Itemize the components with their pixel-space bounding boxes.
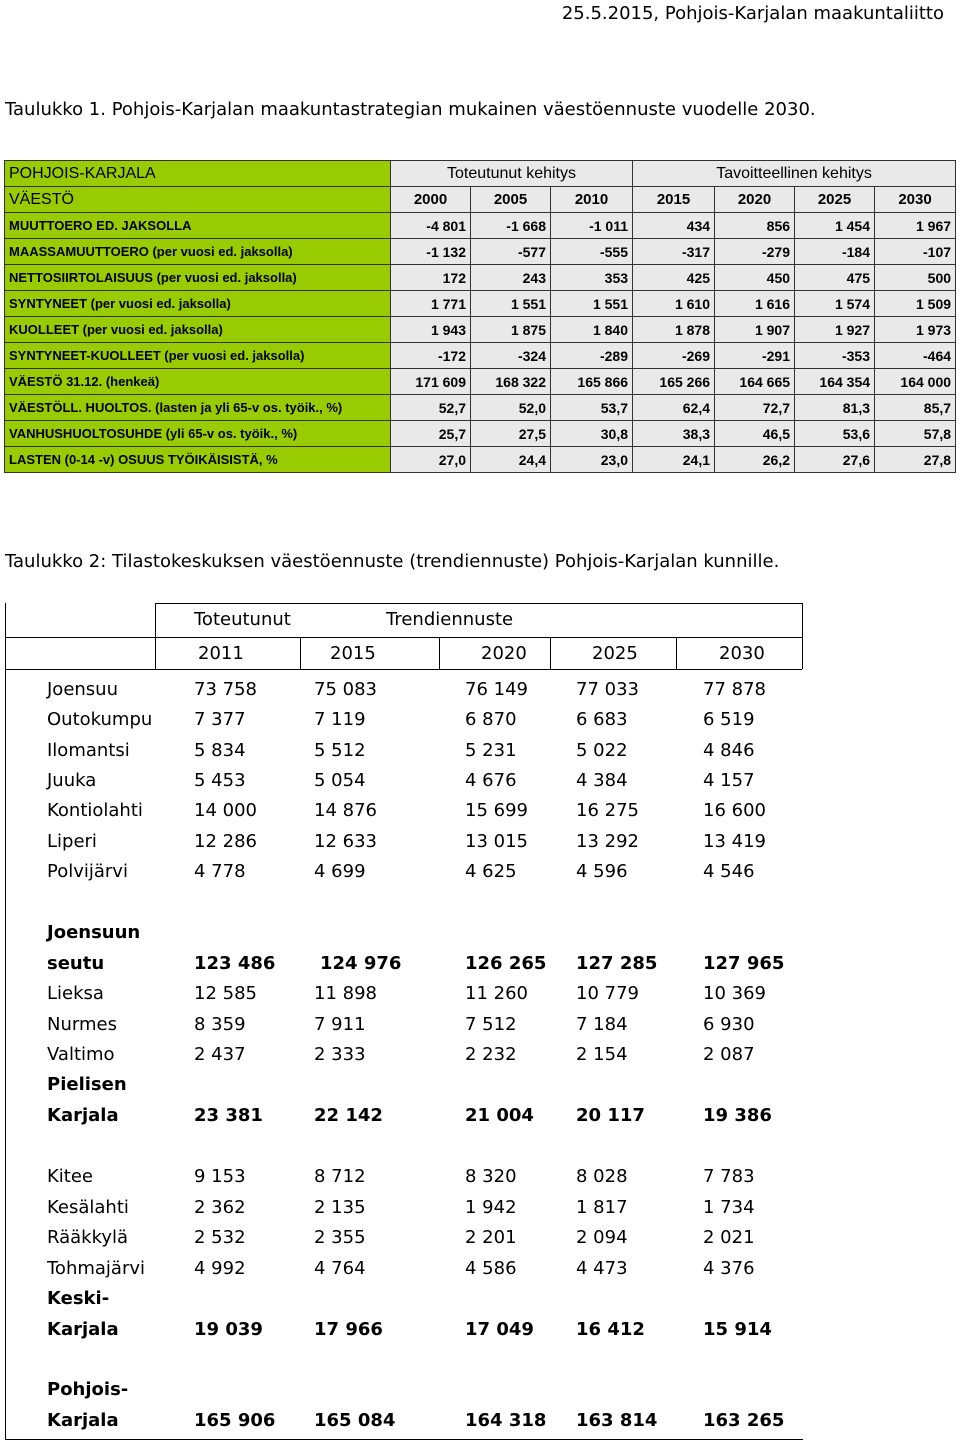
municipality-name: Joensuu — [47, 679, 118, 700]
value-cell: 15 914 — [703, 1319, 772, 1340]
value-cell: 57,8 — [875, 421, 956, 447]
row-label: MAASSAMUUTTOERO (per vuosi ed. jaksolla) — [5, 239, 391, 265]
municipality-name: Pohjois- — [47, 1379, 129, 1400]
value-cell: 450 — [715, 265, 795, 291]
value-cell: 172 — [391, 265, 471, 291]
value-cell: 7 184 — [576, 1014, 628, 1035]
value-cell: 13 419 — [703, 831, 766, 852]
value-cell: 5 231 — [465, 740, 517, 761]
value-cell: 2 021 — [703, 1227, 755, 1248]
value-cell: 76 149 — [465, 679, 528, 700]
value-cell: 4 764 — [314, 1258, 366, 1279]
value-cell: 1 875 — [471, 317, 551, 343]
municipality-name: Kitee — [47, 1166, 94, 1187]
municipality-name: Nurmes — [47, 1014, 117, 1035]
municipality-name: Juuka — [47, 770, 97, 791]
value-cell: 10 369 — [703, 983, 766, 1004]
value-cell: 5 054 — [314, 770, 366, 791]
value-cell: 4 625 — [465, 861, 517, 882]
row-label: VÄESTÖLL. HUOLTOS. (lasten ja yli 65-v os. työik., %) — [5, 395, 391, 421]
municipality-name: Joensuun — [47, 922, 141, 943]
row-label: SYNTYNEET (per vuosi ed. jaksolla) — [5, 291, 391, 317]
municipality-name: Polvijärvi — [47, 861, 128, 882]
value-cell: 46,5 — [715, 421, 795, 447]
value-cell: 1 907 — [715, 317, 795, 343]
value-cell: 1 454 — [795, 213, 875, 239]
municipality-name: Rääkkylä — [47, 1227, 129, 1248]
value-cell: 11 898 — [314, 983, 377, 1004]
value-cell: -555 — [551, 239, 633, 265]
value-cell: 4 992 — [194, 1258, 246, 1279]
year-header: 2025 — [592, 643, 638, 664]
value-cell: 1 551 — [471, 291, 551, 317]
value-cell: 2 362 — [194, 1197, 246, 1218]
municipality-name: Karjala — [47, 1105, 119, 1126]
value-cell: 27,0 — [391, 447, 471, 473]
value-cell: 6 870 — [465, 709, 517, 730]
municipality-name: Lieksa — [47, 983, 104, 1004]
municipality-name: Tohmajärvi — [47, 1258, 146, 1279]
value-cell: 52,7 — [391, 395, 471, 421]
row-label: MUUTTOERO ED. JAKSOLLA — [5, 213, 391, 239]
group-actual-header: Toteutunut kehitys — [391, 161, 633, 187]
municipality-name: Karjala — [47, 1410, 119, 1431]
value-cell: 1 967 — [875, 213, 956, 239]
value-cell: 2 232 — [465, 1044, 517, 1065]
year-header: 2005 — [471, 187, 551, 213]
municipality-name: Outokumpu — [47, 709, 153, 730]
value-cell: 2 355 — [314, 1227, 366, 1248]
table1-caption: Taulukko 1. Pohjois-Karjalan maakuntastrategian mukainen väestöennuste vuodelle 2030. — [5, 99, 816, 120]
value-cell: 5 512 — [314, 740, 366, 761]
value-cell: 27,8 — [875, 447, 956, 473]
value-cell: 14 876 — [314, 800, 377, 821]
value-cell: 62,4 — [633, 395, 715, 421]
value-cell: 6 930 — [703, 1014, 755, 1035]
value-cell: 22 142 — [314, 1105, 383, 1126]
value-cell: 500 — [875, 265, 956, 291]
value-cell: 4 157 — [703, 770, 755, 791]
row-label: NETTOSIIRTOLAISUUS (per vuosi ed. jaksolla) — [5, 265, 391, 291]
value-cell: 475 — [795, 265, 875, 291]
value-cell: 2 532 — [194, 1227, 246, 1248]
year-header: 2030 — [875, 187, 956, 213]
value-cell: 163 814 — [576, 1410, 658, 1431]
value-cell: 5 834 — [194, 740, 246, 761]
table-row — [5, 239, 956, 265]
value-cell: 4 546 — [703, 861, 755, 882]
value-cell: 1 734 — [703, 1197, 755, 1218]
table-row — [5, 421, 956, 447]
value-cell: 127 965 — [703, 953, 785, 974]
table-row — [5, 317, 956, 343]
year-header: 2010 — [551, 187, 633, 213]
value-cell: -291 — [715, 343, 795, 369]
population-forecast-table — [4, 160, 956, 473]
value-cell: 16 275 — [576, 800, 639, 821]
value-cell: -184 — [795, 239, 875, 265]
municipality-name: Liperi — [47, 831, 97, 852]
value-cell: 171 609 — [391, 369, 471, 395]
group-target-header: Tavoitteellinen kehitys — [633, 161, 956, 187]
value-cell: 77 878 — [703, 679, 766, 700]
value-cell: 24,4 — [471, 447, 551, 473]
value-cell: 2 087 — [703, 1044, 755, 1065]
value-cell: 4 676 — [465, 770, 517, 791]
value-cell: 26,2 — [715, 447, 795, 473]
page-header: 25.5.2015, Pohjois-Karjalan maakuntaliitto — [561, 3, 944, 24]
value-cell: 4 586 — [465, 1258, 517, 1279]
value-cell: 5 453 — [194, 770, 246, 791]
table-row — [5, 343, 956, 369]
year-header: 2020 — [481, 643, 527, 664]
value-cell: 1 771 — [391, 291, 471, 317]
value-cell: 77 033 — [576, 679, 639, 700]
value-cell: 425 — [633, 265, 715, 291]
value-cell: 23,0 — [551, 447, 633, 473]
value-cell: -1 668 — [471, 213, 551, 239]
row-label: KUOLLEET (per vuosi ed. jaksolla) — [5, 317, 391, 343]
value-cell: 81,3 — [795, 395, 875, 421]
value-cell: 164 000 — [875, 369, 956, 395]
value-cell: 11 260 — [465, 983, 528, 1004]
value-cell: 75 083 — [314, 679, 377, 700]
value-cell: 1 509 — [875, 291, 956, 317]
value-cell: 165 906 — [194, 1410, 276, 1431]
municipality-name: Pielisen — [47, 1074, 127, 1095]
value-cell: 53,6 — [795, 421, 875, 447]
value-cell: 14 000 — [194, 800, 257, 821]
value-cell: 168 322 — [471, 369, 551, 395]
value-cell: -324 — [471, 343, 551, 369]
value-cell: 1 610 — [633, 291, 715, 317]
value-cell: 2 154 — [576, 1044, 628, 1065]
value-cell: 21 004 — [465, 1105, 534, 1126]
value-cell: 126 265 — [465, 953, 547, 974]
row-label: VÄESTÖ 31.12. (henkeä) — [5, 369, 391, 395]
value-cell: 7 119 — [314, 709, 366, 730]
value-cell: 165 084 — [314, 1410, 396, 1431]
value-cell: 1 943 — [391, 317, 471, 343]
value-cell: -317 — [633, 239, 715, 265]
value-cell: 4 596 — [576, 861, 628, 882]
value-cell: 12 633 — [314, 831, 377, 852]
value-cell: 164 318 — [465, 1410, 547, 1431]
value-cell: 20 117 — [576, 1105, 645, 1126]
value-cell: 38,3 — [633, 421, 715, 447]
year-header: 2020 — [715, 187, 795, 213]
value-cell: -464 — [875, 343, 956, 369]
value-cell: 5 022 — [576, 740, 628, 761]
municipality-name: seutu — [47, 953, 105, 974]
value-cell: 1 878 — [633, 317, 715, 343]
value-cell: 4 384 — [576, 770, 628, 791]
table-row — [5, 447, 956, 473]
value-cell: 123 486 — [194, 953, 276, 974]
value-cell: 13 292 — [576, 831, 639, 852]
value-cell: 12 585 — [194, 983, 257, 1004]
value-cell: 1 616 — [715, 291, 795, 317]
value-cell: 53,7 — [551, 395, 633, 421]
value-cell: 1 574 — [795, 291, 875, 317]
value-cell: 127 285 — [576, 953, 658, 974]
value-cell: -269 — [633, 343, 715, 369]
value-cell: 13 015 — [465, 831, 528, 852]
year-header: 2015 — [633, 187, 715, 213]
value-cell: 1 942 — [465, 1197, 517, 1218]
value-cell: 52,0 — [471, 395, 551, 421]
municipality-name: Kesälahti — [47, 1197, 129, 1218]
year-header: 2030 — [719, 643, 765, 664]
value-cell: 8 320 — [465, 1166, 517, 1187]
value-cell: -107 — [875, 239, 956, 265]
year-header: 2025 — [795, 187, 875, 213]
value-cell: 73 758 — [194, 679, 257, 700]
value-cell: 4 778 — [194, 861, 246, 882]
value-cell: 4 376 — [703, 1258, 755, 1279]
value-cell: 164 354 — [795, 369, 875, 395]
table-row — [5, 291, 956, 317]
year-header: 2000 — [391, 187, 471, 213]
value-cell: 164 665 — [715, 369, 795, 395]
value-cell: 8 028 — [576, 1166, 628, 1187]
value-cell: 434 — [633, 213, 715, 239]
value-cell: 23 381 — [194, 1105, 263, 1126]
value-cell: -577 — [471, 239, 551, 265]
table2-caption: Taulukko 2: Tilastokeskuksen väestöennuste (trendiennuste) Pohjois-Karjalan kunnille. — [5, 551, 780, 572]
year-header: 2011 — [198, 643, 244, 664]
table-row — [5, 213, 956, 239]
value-cell: 165 266 — [633, 369, 715, 395]
municipality-name: Kontiolahti — [47, 800, 143, 821]
value-cell: 8 712 — [314, 1166, 366, 1187]
value-cell: -353 — [795, 343, 875, 369]
row-label: LASTEN (0-14 -v) OSUUS TYÖIKÄISISTÄ, % — [5, 447, 391, 473]
value-cell: 9 153 — [194, 1166, 246, 1187]
municipality-name: Karjala — [47, 1319, 119, 1340]
table1-title: POHJOIS-KARJALA — [5, 161, 391, 187]
value-cell: 27,5 — [471, 421, 551, 447]
value-cell: -4 801 — [391, 213, 471, 239]
value-cell: 17 966 — [314, 1319, 383, 1340]
value-cell: 4 699 — [314, 861, 366, 882]
value-cell: 85,7 — [875, 395, 956, 421]
row-label: SYNTYNEET-KUOLLEET (per vuosi ed. jaksolla) — [5, 343, 391, 369]
value-cell: 1 817 — [576, 1197, 628, 1218]
municipality-name: Ilomantsi — [47, 740, 130, 761]
value-cell: 165 866 — [551, 369, 633, 395]
value-cell: 7 377 — [194, 709, 246, 730]
value-cell: -1 132 — [391, 239, 471, 265]
value-cell: -172 — [391, 343, 471, 369]
value-cell: 1 927 — [795, 317, 875, 343]
table-row — [5, 369, 956, 395]
value-cell: 353 — [551, 265, 633, 291]
value-cell: 8 359 — [194, 1014, 246, 1035]
value-cell: 6 683 — [576, 709, 628, 730]
value-cell: 163 265 — [703, 1410, 785, 1431]
year-header: 2015 — [330, 643, 376, 664]
value-cell: 7 512 — [465, 1014, 517, 1035]
value-cell: 30,8 — [551, 421, 633, 447]
value-cell: 15 699 — [465, 800, 528, 821]
value-cell: 4 473 — [576, 1258, 628, 1279]
value-cell: 2 135 — [314, 1197, 366, 1218]
value-cell: 2 437 — [194, 1044, 246, 1065]
value-cell: 2 201 — [465, 1227, 517, 1248]
group-forecast-header: Trendiennuste — [386, 609, 514, 630]
value-cell: 4 846 — [703, 740, 755, 761]
value-cell: 124 976 — [320, 953, 402, 974]
value-cell: 17 049 — [465, 1319, 534, 1340]
table-row — [5, 265, 956, 291]
row-label: VANHUSHUOLTOSUHDE (yli 65-v os. työik., %) — [5, 421, 391, 447]
value-cell: 24,1 — [633, 447, 715, 473]
value-cell: 19 386 — [703, 1105, 772, 1126]
municipality-name: Keski- — [47, 1288, 110, 1309]
value-cell: 12 286 — [194, 831, 257, 852]
value-cell: 2 094 — [576, 1227, 628, 1248]
value-cell: -279 — [715, 239, 795, 265]
value-cell: 243 — [471, 265, 551, 291]
table-row — [5, 395, 956, 421]
value-cell: -289 — [551, 343, 633, 369]
value-cell: 72,7 — [715, 395, 795, 421]
value-cell: 16 412 — [576, 1319, 645, 1340]
value-cell: 6 519 — [703, 709, 755, 730]
value-cell: 16 600 — [703, 800, 766, 821]
value-cell: 19 039 — [194, 1319, 263, 1340]
value-cell: 2 333 — [314, 1044, 366, 1065]
value-cell: 10 779 — [576, 983, 639, 1004]
value-cell: 27,6 — [795, 447, 875, 473]
value-cell: 7 783 — [703, 1166, 755, 1187]
municipality-forecast-table — [5, 603, 803, 1440]
year-row-label: VÄESTÖ — [5, 187, 391, 213]
value-cell: 1 551 — [551, 291, 633, 317]
municipality-name: Valtimo — [47, 1044, 115, 1065]
group-actual-header: Toteutunut — [194, 609, 291, 630]
value-cell: 25,7 — [391, 421, 471, 447]
value-cell: -1 011 — [551, 213, 633, 239]
value-cell: 1 973 — [875, 317, 956, 343]
value-cell: 856 — [715, 213, 795, 239]
value-cell: 7 911 — [314, 1014, 366, 1035]
value-cell: 1 840 — [551, 317, 633, 343]
